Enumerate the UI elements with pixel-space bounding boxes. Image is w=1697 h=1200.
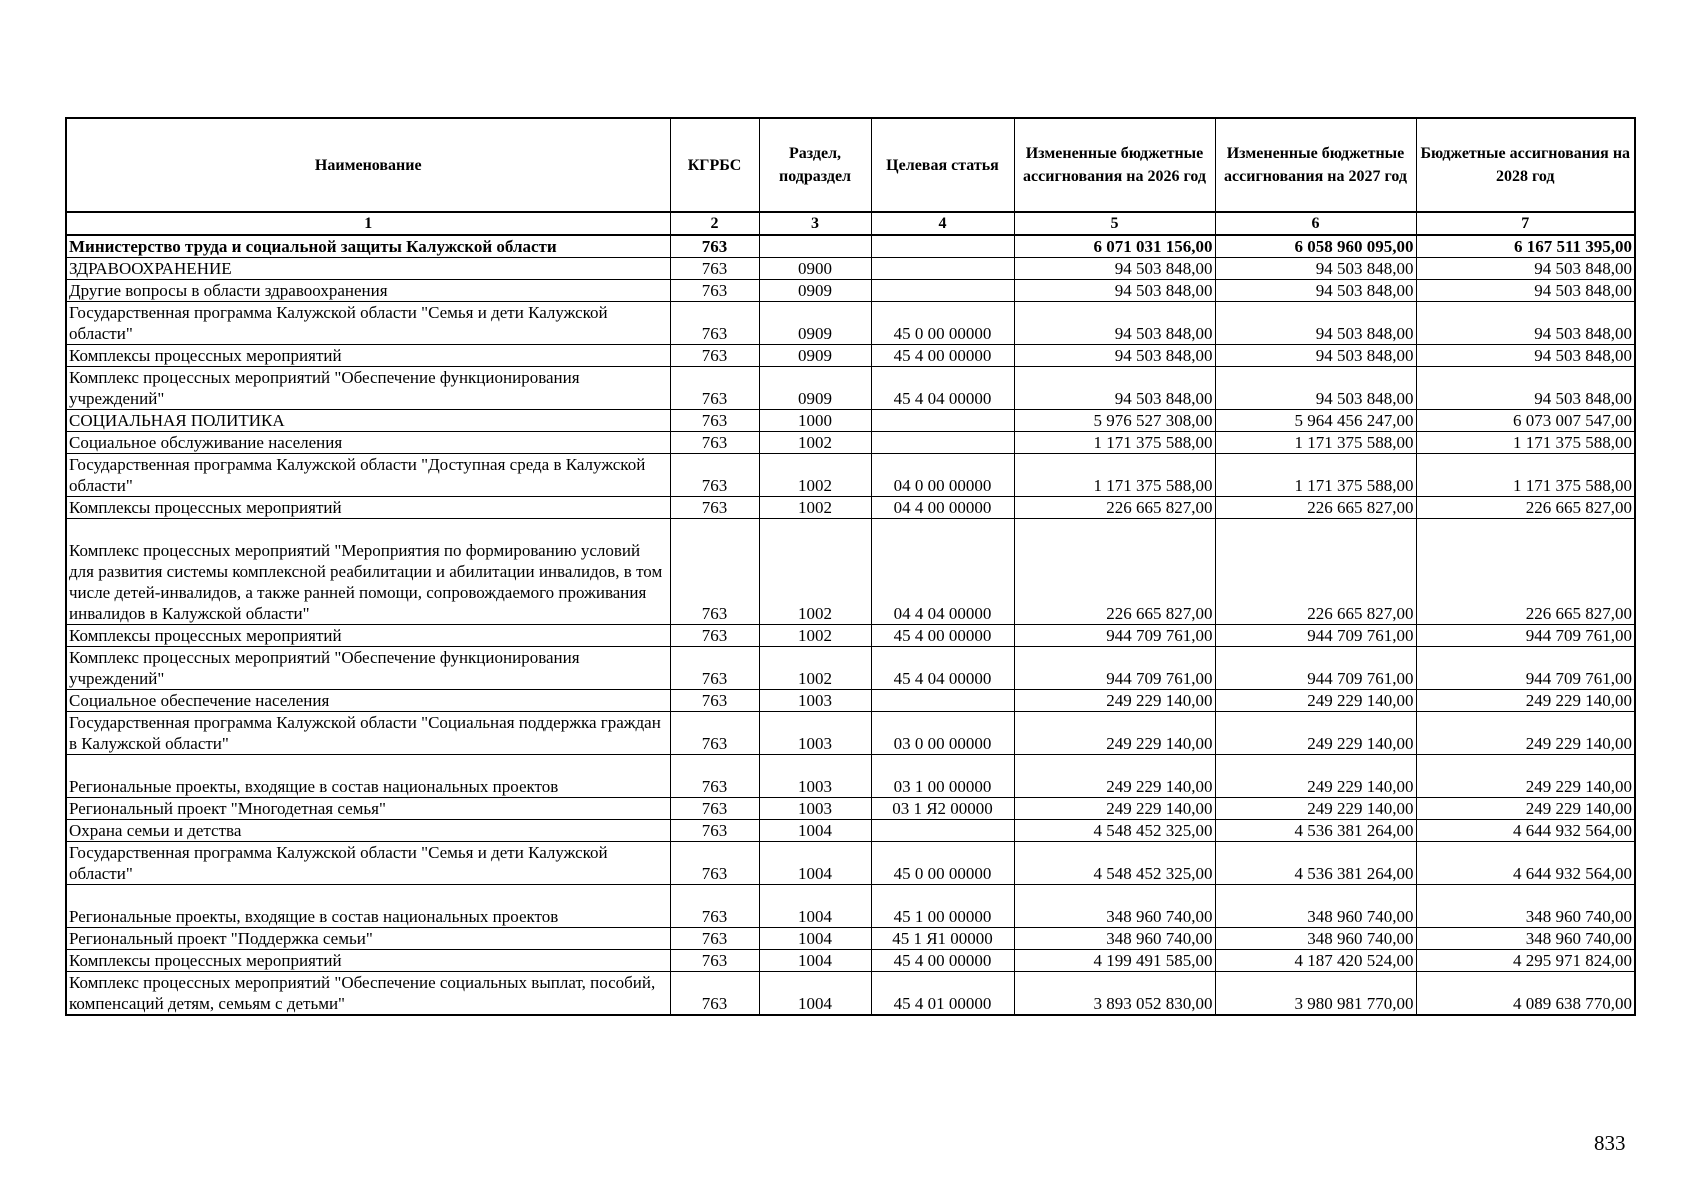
row-amount-2026: 6 071 031 156,00: [1014, 235, 1215, 258]
row-amount-2027: 226 665 827,00: [1215, 497, 1416, 519]
row-amount-2028: 94 503 848,00: [1416, 258, 1635, 280]
row-kgrbs: 763: [670, 235, 759, 258]
column-number: 1: [66, 212, 670, 235]
header-kgrbs: КГРБС: [670, 118, 759, 212]
row-amount-2028: 94 503 848,00: [1416, 345, 1635, 367]
row-section: 1002: [759, 432, 871, 454]
row-amount-2026: 1 171 375 588,00: [1014, 432, 1215, 454]
row-name: Региональный проект "Многодетная семья": [66, 798, 670, 820]
row-amount-2026: 249 229 140,00: [1014, 712, 1215, 755]
row-target: 45 1 00 00000: [871, 885, 1014, 928]
row-section: 1004: [759, 820, 871, 842]
row-kgrbs: 763: [670, 432, 759, 454]
row-section: 0909: [759, 302, 871, 345]
row-amount-2028: 944 709 761,00: [1416, 625, 1635, 647]
row-target: 03 1 00 00000: [871, 755, 1014, 798]
row-amount-2026: 94 503 848,00: [1014, 280, 1215, 302]
row-amount-2028: 1 171 375 588,00: [1416, 454, 1635, 497]
row-kgrbs: 763: [670, 820, 759, 842]
row-amount-2026: 226 665 827,00: [1014, 519, 1215, 625]
row-amount-2027: 4 187 420 524,00: [1215, 950, 1416, 972]
row-section: 1002: [759, 519, 871, 625]
column-number: 6: [1215, 212, 1416, 235]
row-section: 1004: [759, 950, 871, 972]
row-target: 03 0 00 00000: [871, 712, 1014, 755]
row-target: 45 4 00 00000: [871, 625, 1014, 647]
table-row: [66, 410, 1635, 432]
table-row: [66, 258, 1635, 280]
table-row: [66, 712, 1635, 755]
row-name: Комплекс процессных мероприятий "Мероприятия по формированию условий для развития системы комплексной реабилитации и абилитации инвалидов, в том числе детей-инвалидов, а также ранней помощи, сопровождаемого проживания инвалидов в Калужской области": [66, 519, 670, 625]
row-kgrbs: 763: [670, 928, 759, 950]
table-row: [66, 280, 1635, 302]
column-number: 2: [670, 212, 759, 235]
row-amount-2026: 4 199 491 585,00: [1014, 950, 1215, 972]
row-section: 1002: [759, 454, 871, 497]
row-kgrbs: 763: [670, 410, 759, 432]
row-section: 1000: [759, 410, 871, 432]
row-amount-2028: 94 503 848,00: [1416, 280, 1635, 302]
row-amount-2028: 4 089 638 770,00: [1416, 972, 1635, 1016]
row-kgrbs: 763: [670, 258, 759, 280]
row-name: Комплексы процессных мероприятий: [66, 625, 670, 647]
row-section: 0909: [759, 280, 871, 302]
row-amount-2026: 944 709 761,00: [1014, 647, 1215, 690]
row-amount-2027: 94 503 848,00: [1215, 302, 1416, 345]
row-target: 45 4 00 00000: [871, 950, 1014, 972]
row-section: 1002: [759, 647, 871, 690]
row-kgrbs: 763: [670, 367, 759, 410]
column-number: 3: [759, 212, 871, 235]
row-amount-2026: 1 171 375 588,00: [1014, 454, 1215, 497]
row-amount-2027: 249 229 140,00: [1215, 712, 1416, 755]
row-name: Региональные проекты, входящие в состав национальных проектов: [66, 755, 670, 798]
row-amount-2027: 944 709 761,00: [1215, 647, 1416, 690]
row-name: Охрана семьи и детства: [66, 820, 670, 842]
table-row: [66, 454, 1635, 497]
row-kgrbs: 763: [670, 885, 759, 928]
row-target: [871, 820, 1014, 842]
row-name: Социальное обеспечение населения: [66, 690, 670, 712]
table-row: [66, 885, 1635, 928]
row-section: 0909: [759, 367, 871, 410]
row-target: 03 1 Я2 00000: [871, 798, 1014, 820]
table-row: [66, 367, 1635, 410]
row-amount-2028: 94 503 848,00: [1416, 367, 1635, 410]
row-amount-2028: 226 665 827,00: [1416, 519, 1635, 625]
row-amount-2028: 249 229 140,00: [1416, 690, 1635, 712]
row-name: Государственная программа Калужской области "Социальная поддержка граждан в Калужской области": [66, 712, 670, 755]
row-section: 1003: [759, 755, 871, 798]
row-target: 45 0 00 00000: [871, 842, 1014, 885]
row-amount-2027: 1 171 375 588,00: [1215, 432, 1416, 454]
row-amount-2028: 4 644 932 564,00: [1416, 842, 1635, 885]
row-amount-2028: 94 503 848,00: [1416, 302, 1635, 345]
row-amount-2027: 348 960 740,00: [1215, 885, 1416, 928]
row-amount-2027: 3 980 981 770,00: [1215, 972, 1416, 1016]
table-row: [66, 842, 1635, 885]
row-amount-2026: 348 960 740,00: [1014, 885, 1215, 928]
row-name: Комплексы процессных мероприятий: [66, 497, 670, 519]
budget-table: [65, 117, 1636, 1016]
row-amount-2027: 348 960 740,00: [1215, 928, 1416, 950]
column-number: 4: [871, 212, 1014, 235]
row-amount-2028: 6 167 511 395,00: [1416, 235, 1635, 258]
row-kgrbs: 763: [670, 302, 759, 345]
row-amount-2026: 226 665 827,00: [1014, 497, 1215, 519]
row-amount-2027: 944 709 761,00: [1215, 625, 1416, 647]
row-amount-2026: 348 960 740,00: [1014, 928, 1215, 950]
row-target: [871, 258, 1014, 280]
table-row: [66, 820, 1635, 842]
row-target: 04 0 00 00000: [871, 454, 1014, 497]
row-amount-2028: 249 229 140,00: [1416, 712, 1635, 755]
row-target: 45 0 00 00000: [871, 302, 1014, 345]
column-number: 5: [1014, 212, 1215, 235]
row-amount-2028: 249 229 140,00: [1416, 798, 1635, 820]
row-amount-2028: 348 960 740,00: [1416, 885, 1635, 928]
row-section: 1004: [759, 928, 871, 950]
table-header-row: [66, 118, 1635, 212]
row-amount-2026: 94 503 848,00: [1014, 367, 1215, 410]
row-amount-2027: 5 964 456 247,00: [1215, 410, 1416, 432]
row-amount-2026: 249 229 140,00: [1014, 755, 1215, 798]
column-number: 7: [1416, 212, 1635, 235]
table-row: [66, 497, 1635, 519]
row-target: 45 4 01 00000: [871, 972, 1014, 1016]
row-kgrbs: 763: [670, 712, 759, 755]
row-name: Социальное обслуживание населения: [66, 432, 670, 454]
row-amount-2028: 249 229 140,00: [1416, 755, 1635, 798]
row-name: Государственная программа Калужской области "Семья и дети Калужской области": [66, 842, 670, 885]
row-kgrbs: 763: [670, 842, 759, 885]
row-kgrbs: 763: [670, 497, 759, 519]
row-amount-2028: 348 960 740,00: [1416, 928, 1635, 950]
row-amount-2028: 1 171 375 588,00: [1416, 432, 1635, 454]
row-name: Другие вопросы в области здравоохранения: [66, 280, 670, 302]
row-amount-2026: 5 976 527 308,00: [1014, 410, 1215, 432]
row-target: 45 1 Я1 00000: [871, 928, 1014, 950]
row-name: Комплекс процессных мероприятий "Обеспечение функционирования учреждений": [66, 367, 670, 410]
row-amount-2027: 94 503 848,00: [1215, 367, 1416, 410]
row-kgrbs: 763: [670, 972, 759, 1016]
row-section: 1004: [759, 885, 871, 928]
header-2027: Измененные бюджетные ассигнования на 2027 год: [1215, 118, 1416, 212]
table-row: [66, 690, 1635, 712]
row-section: 1004: [759, 842, 871, 885]
header-name: Наименование: [66, 118, 670, 212]
row-amount-2027: 6 058 960 095,00: [1215, 235, 1416, 258]
row-amount-2026: 944 709 761,00: [1014, 625, 1215, 647]
row-amount-2027: 249 229 140,00: [1215, 690, 1416, 712]
row-target: 45 4 04 00000: [871, 647, 1014, 690]
row-amount-2027: 249 229 140,00: [1215, 798, 1416, 820]
row-section: 0900: [759, 258, 871, 280]
row-name: СОЦИАЛЬНАЯ ПОЛИТИКА: [66, 410, 670, 432]
row-amount-2026: 4 548 452 325,00: [1014, 820, 1215, 842]
table-row: [66, 950, 1635, 972]
row-amount-2027: 249 229 140,00: [1215, 755, 1416, 798]
row-section: 1003: [759, 690, 871, 712]
row-amount-2028: 944 709 761,00: [1416, 647, 1635, 690]
row-amount-2027: 94 503 848,00: [1215, 258, 1416, 280]
row-section: 1004: [759, 972, 871, 1016]
row-target: [871, 690, 1014, 712]
header-section: Раздел, подраздел: [759, 118, 871, 212]
row-amount-2026: 3 893 052 830,00: [1014, 972, 1215, 1016]
table-row: [66, 647, 1635, 690]
header-target: Целевая статья: [871, 118, 1014, 212]
row-name: Региональные проекты, входящие в состав национальных проектов: [66, 885, 670, 928]
row-amount-2028: 6 073 007 547,00: [1416, 410, 1635, 432]
row-amount-2027: 4 536 381 264,00: [1215, 820, 1416, 842]
row-amount-2026: 249 229 140,00: [1014, 690, 1215, 712]
row-kgrbs: 763: [670, 625, 759, 647]
row-amount-2027: 1 171 375 588,00: [1215, 454, 1416, 497]
row-amount-2027: 94 503 848,00: [1215, 345, 1416, 367]
row-amount-2027: 4 536 381 264,00: [1215, 842, 1416, 885]
row-amount-2026: 94 503 848,00: [1014, 302, 1215, 345]
table-row: [66, 928, 1635, 950]
header-2028: Бюджетные ассигнования на 2028 год: [1416, 118, 1635, 212]
table-row: [66, 302, 1635, 345]
row-section: 0909: [759, 345, 871, 367]
row-amount-2026: 94 503 848,00: [1014, 345, 1215, 367]
row-target: [871, 410, 1014, 432]
row-name: Региональный проект "Поддержка семьи": [66, 928, 670, 950]
row-kgrbs: 763: [670, 519, 759, 625]
row-name: Комплексы процессных мероприятий: [66, 345, 670, 367]
row-target: 45 4 00 00000: [871, 345, 1014, 367]
table-row: [66, 972, 1635, 1016]
row-target: 04 4 00 00000: [871, 497, 1014, 519]
row-target: 04 4 04 00000: [871, 519, 1014, 625]
row-name: Министерство труда и социальной защиты Калужской области: [66, 235, 670, 258]
row-kgrbs: 763: [670, 950, 759, 972]
row-kgrbs: 763: [670, 454, 759, 497]
row-amount-2028: 4 644 932 564,00: [1416, 820, 1635, 842]
row-kgrbs: 763: [670, 690, 759, 712]
header-2026: Измененные бюджетные ассигнования на 2026 год: [1014, 118, 1215, 212]
column-number-row: [66, 212, 1635, 235]
row-amount-2028: 4 295 971 824,00: [1416, 950, 1635, 972]
row-name: Комплекс процессных мероприятий "Обеспечение функционирования учреждений": [66, 647, 670, 690]
row-kgrbs: 763: [670, 798, 759, 820]
row-amount-2026: 4 548 452 325,00: [1014, 842, 1215, 885]
row-amount-2027: 226 665 827,00: [1215, 519, 1416, 625]
row-kgrbs: 763: [670, 280, 759, 302]
row-section: 1002: [759, 497, 871, 519]
row-kgrbs: 763: [670, 755, 759, 798]
row-target: 45 4 04 00000: [871, 367, 1014, 410]
row-name: Государственная программа Калужской области "Доступная среда в Калужской области": [66, 454, 670, 497]
row-amount-2027: 94 503 848,00: [1215, 280, 1416, 302]
row-name: Комплексы процессных мероприятий: [66, 950, 670, 972]
row-section: 1002: [759, 625, 871, 647]
table-row: [66, 235, 1635, 258]
row-amount-2026: 94 503 848,00: [1014, 258, 1215, 280]
table-row: [66, 432, 1635, 454]
row-kgrbs: 763: [670, 345, 759, 367]
table-row: [66, 345, 1635, 367]
row-amount-2026: 249 229 140,00: [1014, 798, 1215, 820]
row-amount-2028: 226 665 827,00: [1416, 497, 1635, 519]
table-row: [66, 625, 1635, 647]
table-row: [66, 755, 1635, 798]
row-target: [871, 235, 1014, 258]
table-row: [66, 519, 1635, 625]
row-kgrbs: 763: [670, 647, 759, 690]
row-section: 1003: [759, 798, 871, 820]
row-target: [871, 432, 1014, 454]
row-section: 1003: [759, 712, 871, 755]
table-row: [66, 798, 1635, 820]
row-name: Комплекс процессных мероприятий "Обеспечение социальных выплат, пособий, компенсаций детям, семьям с детьми": [66, 972, 670, 1016]
row-name: ЗДРАВООХРАНЕНИЕ: [66, 258, 670, 280]
page-number: 833: [1594, 1131, 1626, 1155]
row-name: Государственная программа Калужской области "Семья и дети Калужской области": [66, 302, 670, 345]
row-target: [871, 280, 1014, 302]
row-section: [759, 235, 871, 258]
